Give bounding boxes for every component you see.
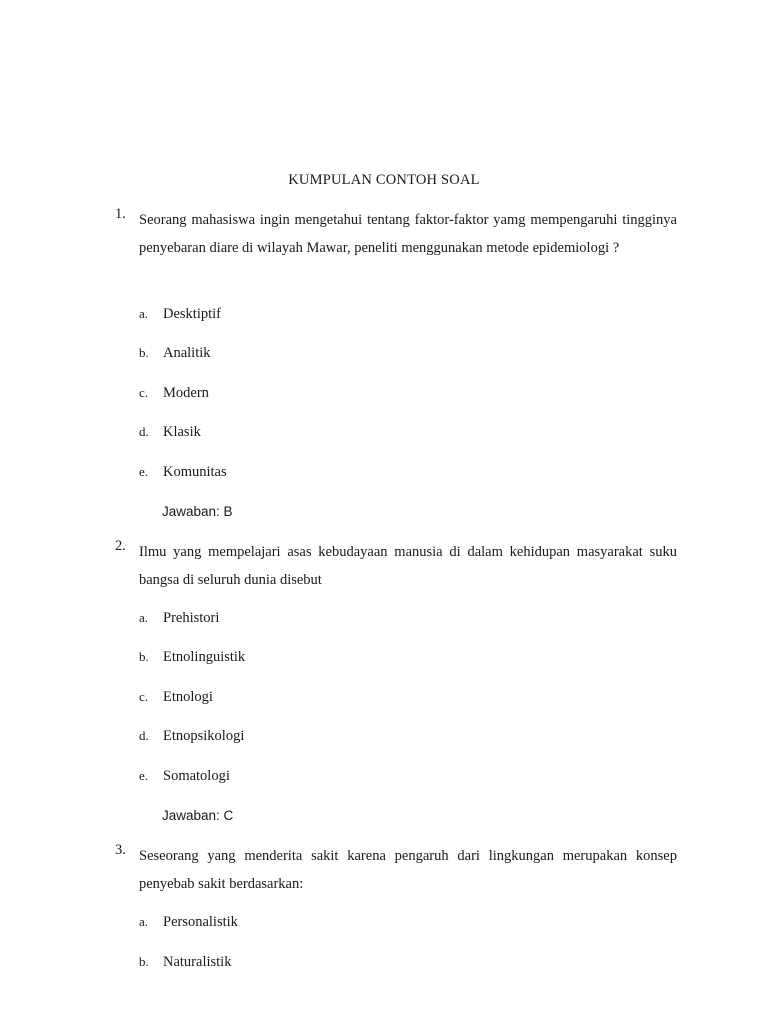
option-1c bbox=[139, 381, 209, 405]
option-text: Modern bbox=[163, 385, 209, 401]
option-letter: c. bbox=[139, 689, 149, 704]
option-text: Komunitas bbox=[163, 464, 227, 480]
option-letter: e. bbox=[139, 768, 149, 783]
option-letter: b. bbox=[139, 954, 149, 969]
question-text: Seorang mahasiswa ingin mengetahui tentang faktor-faktor yamg mempengaruhi tingginya penyebaran diare di wilayah Mawar, peneliti menggunakan metode epidemiologi ? bbox=[139, 212, 677, 256]
option-text: Naturalistik bbox=[163, 954, 232, 970]
option-text: Etnologi bbox=[163, 689, 213, 705]
option-letter: b. bbox=[139, 649, 149, 664]
question-number: 3. bbox=[115, 842, 126, 858]
question-number: 1. bbox=[115, 206, 126, 222]
option-letter: c. bbox=[139, 385, 149, 400]
option-letter: a. bbox=[139, 914, 149, 929]
option-letter: d. bbox=[139, 424, 149, 439]
option-2c bbox=[139, 685, 213, 709]
question-number: 2. bbox=[115, 538, 126, 554]
option-letter: b. bbox=[139, 345, 149, 360]
option-2d bbox=[139, 724, 244, 748]
answer-1: Jawaban: B bbox=[162, 504, 233, 519]
question-1 bbox=[115, 206, 677, 262]
question-3 bbox=[115, 842, 677, 898]
option-letter: d. bbox=[139, 728, 149, 743]
option-1b bbox=[139, 341, 211, 365]
option-1e bbox=[139, 460, 227, 484]
page-title: KUMPULAN CONTOH SOAL bbox=[288, 172, 480, 188]
option-3a bbox=[139, 910, 238, 934]
question-text: Seseorang yang menderita sakit karena pengaruh dari lingkungan merupakan konsep penyebab sakit berdasarkan: bbox=[139, 848, 677, 892]
option-text: Etnopsikologi bbox=[163, 728, 245, 744]
option-1d bbox=[139, 420, 201, 444]
option-2b bbox=[139, 645, 245, 669]
option-2e bbox=[139, 764, 230, 788]
option-text: Prehistori bbox=[163, 610, 220, 626]
option-text: Somatologi bbox=[163, 768, 230, 784]
option-text: Klasik bbox=[163, 424, 201, 440]
option-2a bbox=[139, 606, 219, 630]
option-text: Analitik bbox=[163, 345, 211, 361]
option-text: Etnolinguistik bbox=[163, 649, 246, 665]
option-letter: e. bbox=[139, 464, 149, 479]
answer-2: Jawaban: C bbox=[162, 808, 234, 823]
option-letter: a. bbox=[139, 306, 149, 321]
option-3b bbox=[139, 950, 231, 974]
question-text: Ilmu yang mempelajari asas kebudayaan manusia di dalam kehidupan masyarakat suku bangsa di seluruh dunia disebut bbox=[139, 544, 677, 588]
option-text: Personalistik bbox=[163, 914, 238, 930]
option-letter: a. bbox=[139, 610, 149, 625]
question-2 bbox=[115, 538, 677, 594]
option-text: Desktiptif bbox=[163, 306, 221, 322]
option-1a bbox=[139, 302, 221, 326]
